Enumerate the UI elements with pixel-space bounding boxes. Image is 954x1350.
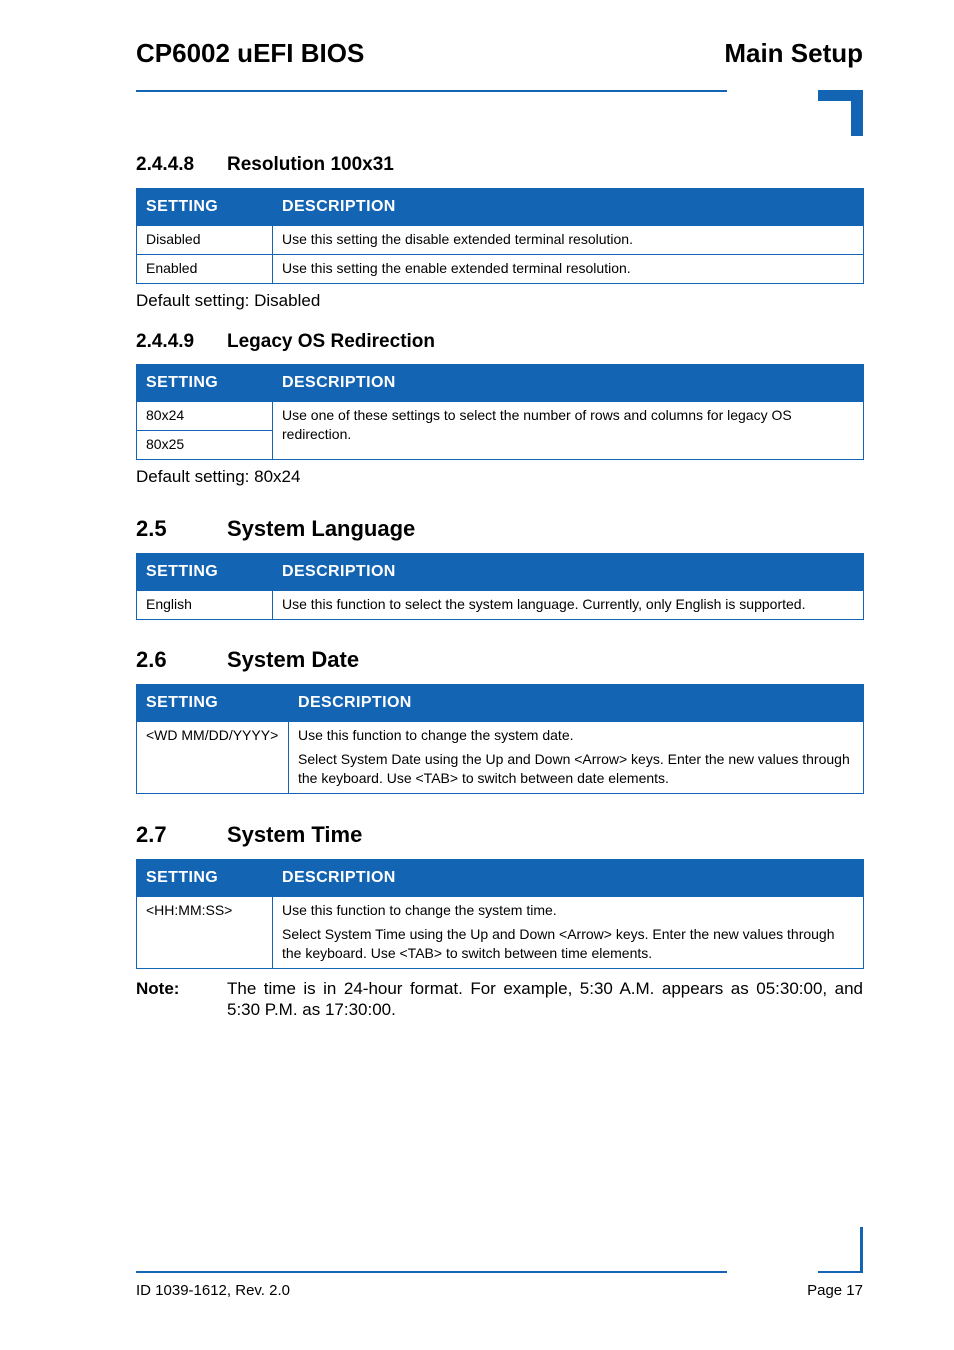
settings-table-system-language [136,553,864,620]
column-header-setting: SETTING [137,860,273,897]
description-cell: Use this setting the enable extended terminal resolution. [273,255,864,284]
setting-cell: English [137,591,273,620]
description-cell [289,722,864,794]
section-heading-system-language [136,515,415,543]
settings-table-system-time [136,859,864,969]
section-number: 2.4.4.9 [136,331,195,352]
default-setting-text: Default setting: 80x24 [136,467,301,486]
table-row [137,226,864,255]
description-cell [273,897,864,969]
settings-table-system-date [136,684,864,794]
footer-corner-mark-vertical [860,1227,863,1273]
note-text: The time is in 24-hour format. For example, 5:30 A.M. appears as 05:30:00, and 5:30 P.M. as 17:30:00. [227,979,863,1019]
table-row [137,722,864,794]
section-heading-2448 [136,153,394,177]
table-row [137,255,864,284]
description-detail: Select System Time using the Up and Down <Arrow> keys. Enter the new values through the keyboard. Use <TAB> to switch between time elements. [282,926,835,961]
column-header-description: DESCRIPTION [273,365,864,402]
footer-corner-mark [818,1271,863,1273]
section-title: System Language [227,516,416,541]
section-number: 2.7 [136,822,167,847]
footer-rule [136,1271,727,1273]
description-cell: Use this setting the disable extended terminal resolution. [273,226,864,255]
document-id: ID 1039-1612, Rev. 2.0 [136,1282,290,1299]
settings-table-legacy-os [136,364,864,460]
chapter-title: Main Setup [724,38,863,68]
section-heading-system-date [136,646,359,674]
document-title: CP6002 uEFI BIOS [136,38,365,68]
section-title: System Date [227,647,360,672]
description-cell: Use one of these settings to select the number of rows and columns for legacy OS redirection. [273,402,864,460]
column-header-setting: SETTING [137,365,273,402]
note-label: Note: [136,979,180,998]
section-number: 2.5 [136,516,167,541]
column-header-description: DESCRIPTION [273,860,864,897]
header-rule [136,90,727,92]
description-detail: Select System Date using the Up and Down <Arrow> keys. Enter the new values through the keyboard. Use <TAB> to switch between date elements. [298,751,850,786]
column-header-description: DESCRIPTION [273,189,864,226]
setting-cell: 80x25 [137,431,273,460]
column-header-description: DESCRIPTION [273,554,864,591]
setting-cell: Disabled [137,226,273,255]
page-number: Page 17 [807,1282,863,1299]
section-title: Legacy OS Redirection [227,331,436,352]
setting-cell: Enabled [137,255,273,284]
description-cell: Use this function to select the system language. Currently, only English is supported. [273,591,864,620]
default-setting-text: Default setting: Disabled [136,291,321,310]
section-title: System Time [227,822,363,847]
section-heading-system-time [136,821,362,849]
section-number: 2.6 [136,647,167,672]
setting-cell: 80x24 [137,402,273,431]
table-row [137,402,864,431]
section-number: 2.4.4.8 [136,154,195,175]
column-header-setting: SETTING [137,189,273,226]
header-corner-mark-vertical [851,90,863,136]
settings-table-resolution [136,188,864,284]
column-header-description: DESCRIPTION [289,685,864,722]
column-header-setting: SETTING [137,554,273,591]
note-block [136,978,863,1020]
section-title: Resolution 100x31 [227,154,394,175]
description-line: Use this function to change the system time. [282,902,557,918]
table-row [137,897,864,969]
section-heading-2449 [136,330,435,354]
setting-cell: <WD MM/DD/YYYY> [137,722,289,794]
description-line: Use this function to change the system date. [298,727,574,743]
setting-cell: <HH:MM:SS> [137,897,273,969]
table-row [137,591,864,620]
column-header-setting: SETTING [137,685,289,722]
